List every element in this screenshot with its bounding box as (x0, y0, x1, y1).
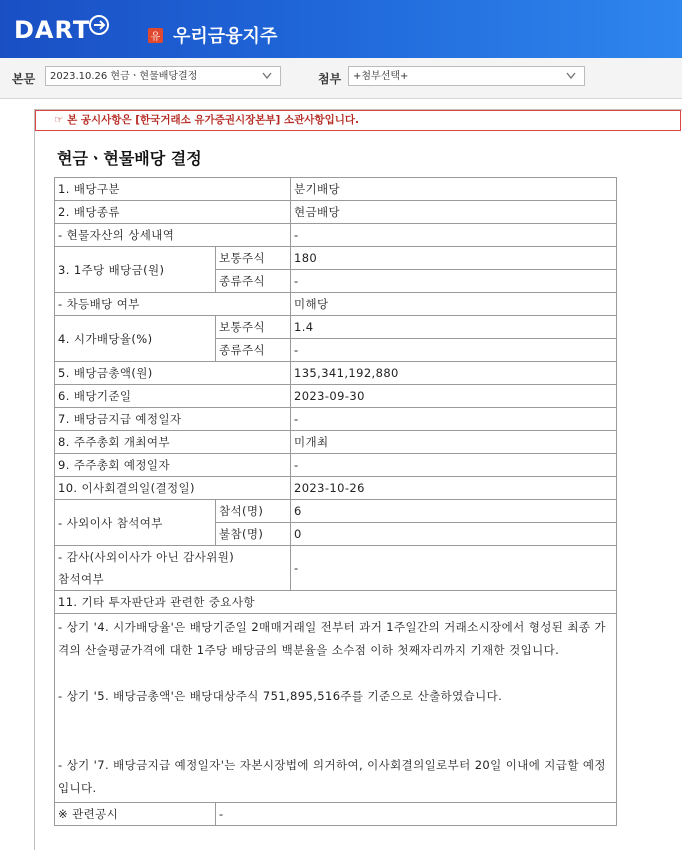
row-sub-label: 보통주식 (216, 247, 291, 270)
note-paragraph: - 상기 '5. 배당금총액'은 배당대상주식 751,895,516주를 기준으로 산출하였습니다. (58, 689, 503, 703)
row-value: 6 (291, 500, 617, 523)
row-value: 분기배당 (291, 178, 617, 201)
row-label (55, 546, 291, 591)
table-row (55, 803, 617, 826)
row-value: - (291, 224, 617, 247)
note-paragraph: - 상기 '7. 배당금지급 예정일자'는 자본시장법에 의거하여, 이사회결의일로부터 20일 이내에 지급할 예정입니다. (58, 758, 606, 795)
row-value: 2023-09-30 (291, 385, 617, 408)
row-label: 6. 배당기준일 (55, 385, 291, 408)
table-row (55, 454, 617, 477)
document-select-bar (0, 58, 682, 99)
row-label: - 현물자산의 상세내역 (55, 224, 291, 247)
row-value: - (291, 546, 617, 591)
row-value: 2023-10-26 (291, 477, 617, 500)
row-label: 4. 시가배당율(%) (55, 316, 216, 362)
table-row (55, 201, 617, 224)
row-sub-label: 종류주식 (216, 339, 291, 362)
main-label: 본문 (12, 72, 36, 86)
row-label: 7. 배당금지급 예정일자 (55, 408, 291, 431)
table-row (55, 293, 617, 316)
row-value: - (291, 270, 617, 293)
row-value: 0 (291, 523, 617, 546)
attachment-select-value: +첨부선택+ (353, 71, 409, 82)
row-label: 11. 기타 투자판단과 관련한 중요사항 (55, 591, 617, 614)
row-sub-label: 종류주식 (216, 270, 291, 293)
table-row (55, 178, 617, 201)
note-paragraph: - 상기 '4. 시가배당율'은 배당기준일 2매매거래일 전부터 과거 1주일간의 거래소시장에서 형성된 최종 가격의 산술평균가격에 대한 1주당 배당금의 백분율을 소수점 이하 첫째자리까지 기재한 것입니다. (58, 620, 606, 657)
dividend-table (54, 177, 617, 826)
row-label: 3. 1주당 배당금(원) (55, 247, 216, 293)
table-row (55, 431, 617, 454)
important-notes (55, 614, 617, 803)
table-row (55, 614, 617, 803)
row-value: 180 (291, 247, 617, 270)
row-label: 2. 배당종류 (55, 201, 291, 224)
row-label: 8. 주주총회 개최여부 (55, 431, 291, 454)
row-label: ※ 관련공시 (55, 803, 216, 826)
table-row (55, 224, 617, 247)
market-badge: 유 (148, 28, 163, 43)
document-title: 현금ㆍ현물배당 결정 (57, 149, 202, 168)
chevron-down-icon (262, 72, 272, 80)
dart-logo[interactable]: DART (14, 16, 91, 44)
app-header (0, 0, 682, 58)
main-document-select[interactable] (45, 66, 281, 86)
row-sub-label: 참석(명) (216, 500, 291, 523)
row-value: 135,341,192,880 (291, 362, 617, 385)
row-label: - 사외이사 참석여부 (55, 500, 216, 546)
row-value: 1.4 (291, 316, 617, 339)
row-value: - (291, 454, 617, 477)
jurisdiction-notice: ☞ 본 공시사항은 [한국거래소 유가증권시장본부] 소관사항입니다. (35, 110, 681, 131)
row-value: - (216, 803, 617, 826)
dart-logo-mark-icon (88, 14, 110, 36)
table-row (55, 500, 617, 523)
row-sub-label: 보통주식 (216, 316, 291, 339)
table-row (55, 477, 617, 500)
row-label: - 차등배당 여부 (55, 293, 291, 316)
table-row (55, 546, 617, 591)
attach-label: 첨부 (318, 72, 342, 86)
row-value: - (291, 339, 617, 362)
row-label: 10. 이사회결의일(결정일) (55, 477, 291, 500)
row-label: 5. 배당금총액(원) (55, 362, 291, 385)
row-label: 1. 배당구분 (55, 178, 291, 201)
row-label: 9. 주주총회 예정일자 (55, 454, 291, 477)
table-row (55, 247, 617, 270)
table-row (55, 316, 617, 339)
row-value: 미개최 (291, 431, 617, 454)
company-name: 우리금융지주 (173, 26, 278, 47)
attachment-select[interactable] (348, 66, 585, 86)
row-value: - (291, 408, 617, 431)
table-row (55, 385, 617, 408)
row-value: 미해당 (291, 293, 617, 316)
disclosure-document (34, 109, 682, 850)
main-document-select-value: 2023.10.26 현금ㆍ현물배당결정 (50, 71, 198, 82)
table-row (55, 408, 617, 431)
company-heading (148, 22, 277, 48)
chevron-down-icon (566, 72, 576, 80)
row-value: 현금배당 (291, 201, 617, 224)
row-label-line: - 감사(사외이사가 아닌 감사위원) (58, 550, 235, 564)
row-label-line: 참석여부 (58, 572, 105, 586)
table-row (55, 591, 617, 614)
row-sub-label: 불참(명) (216, 523, 291, 546)
table-row (55, 362, 617, 385)
